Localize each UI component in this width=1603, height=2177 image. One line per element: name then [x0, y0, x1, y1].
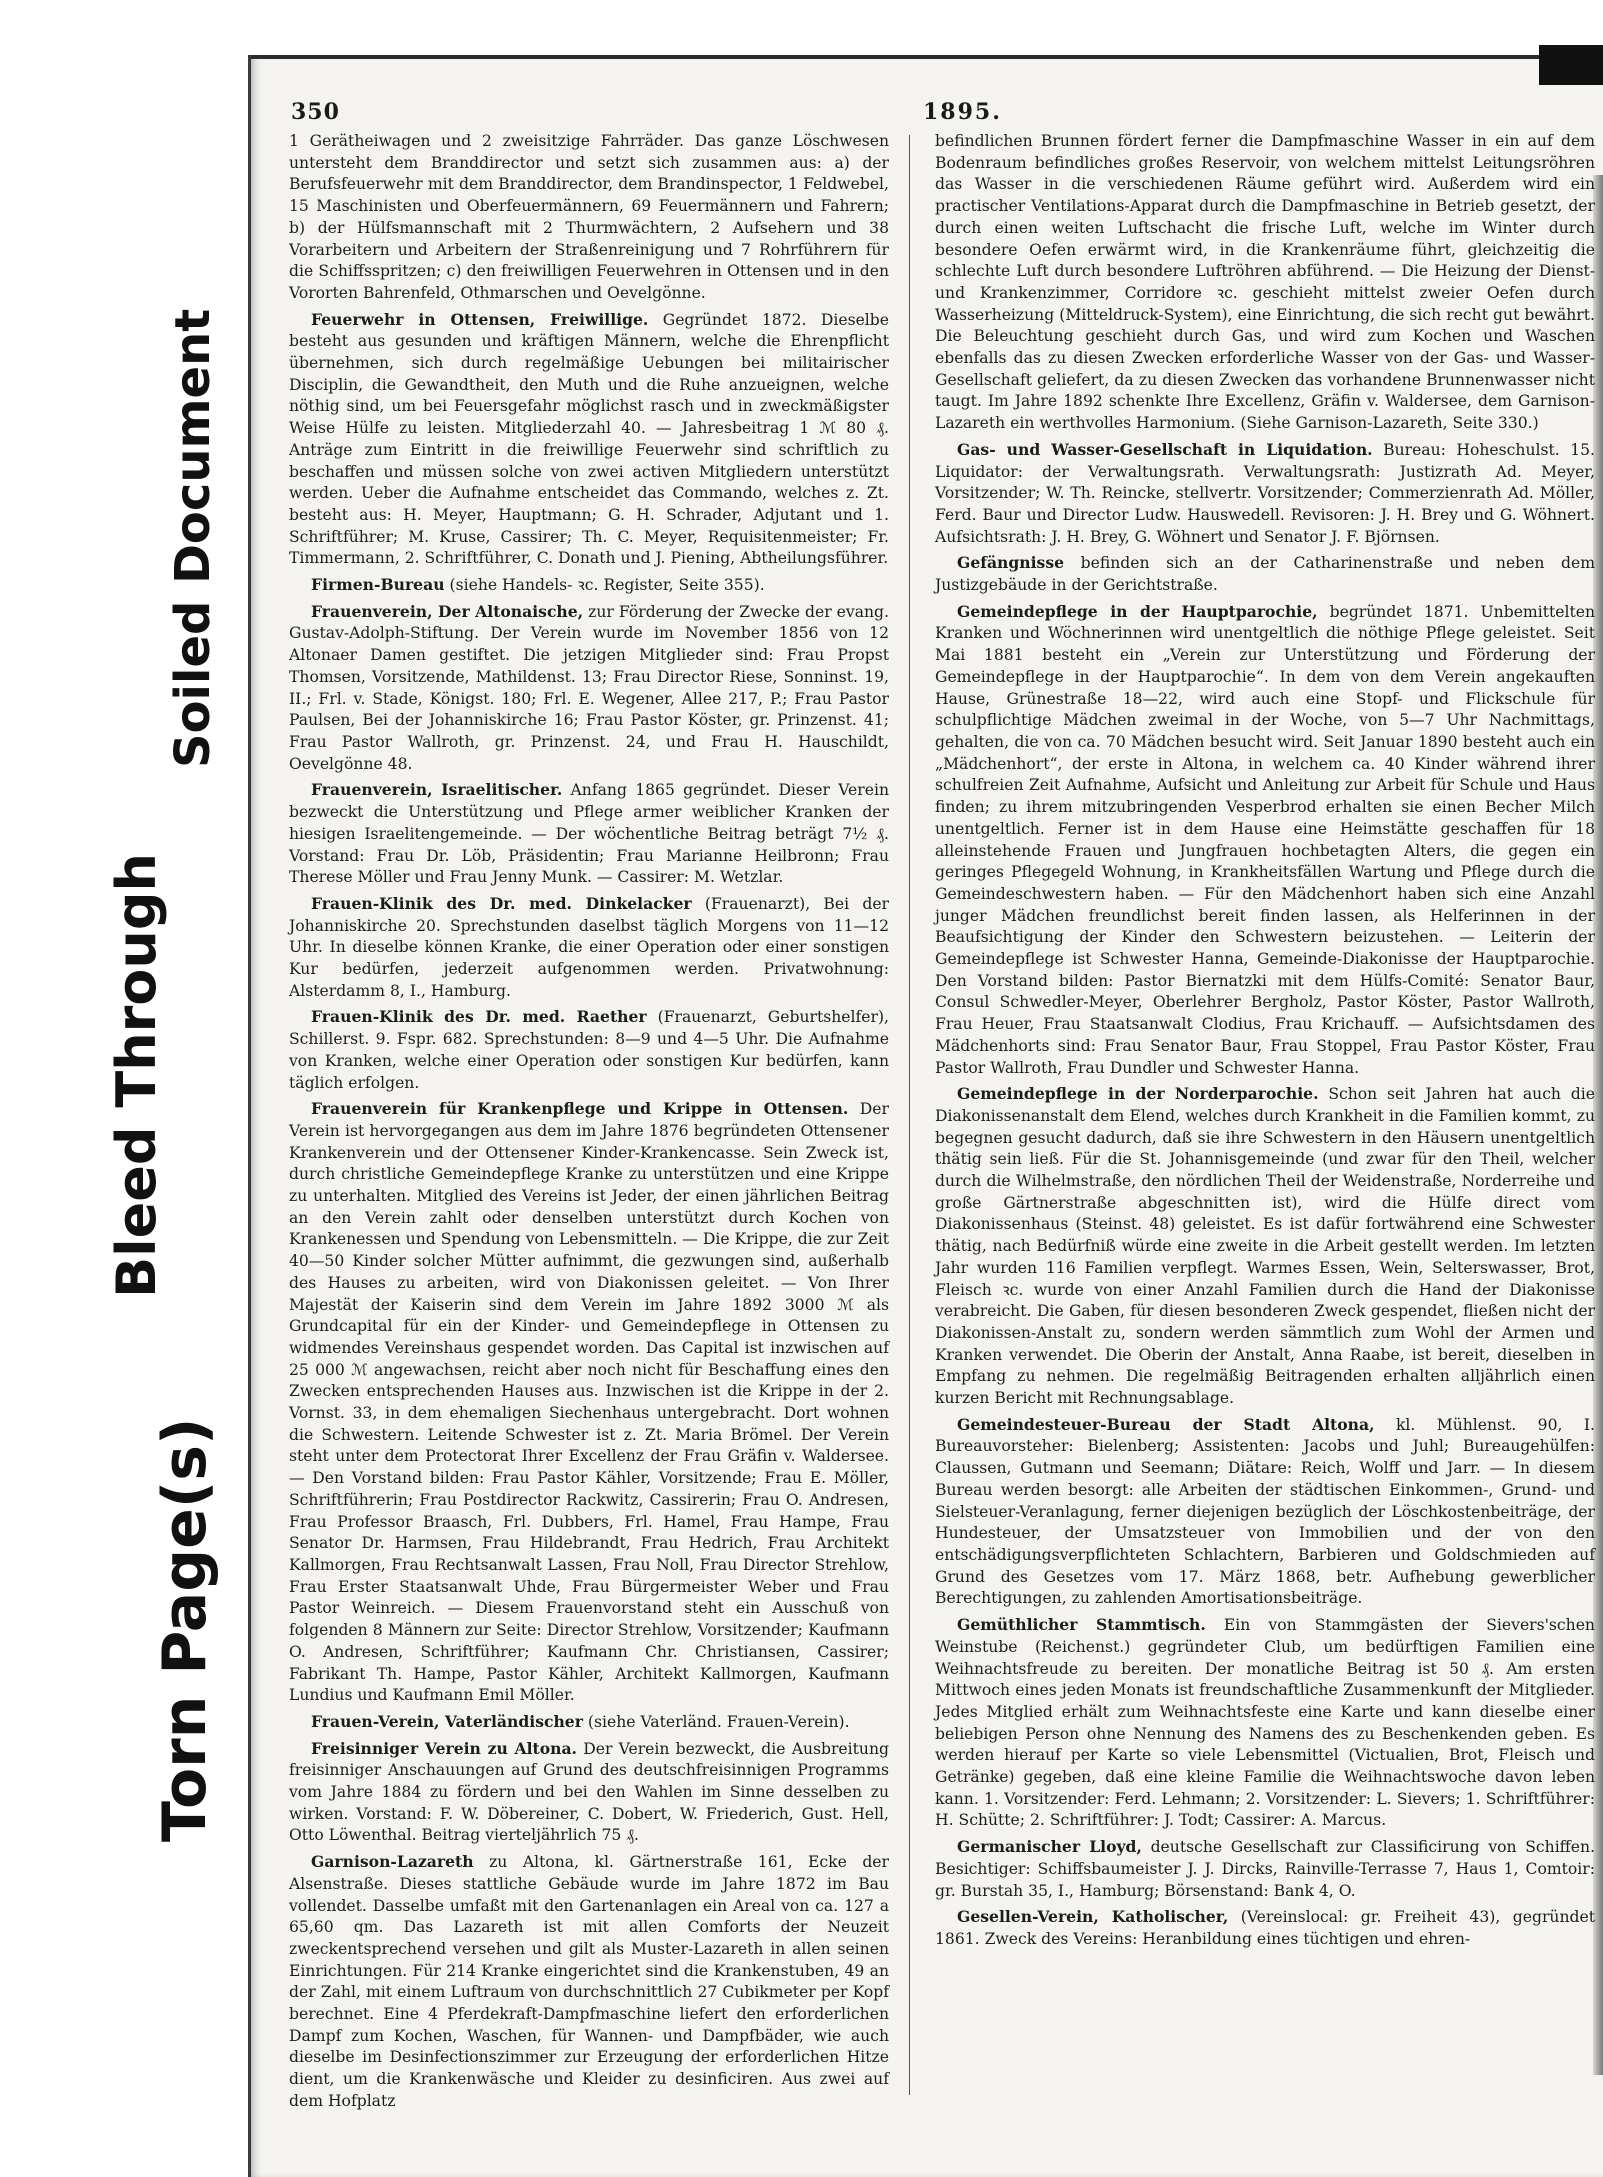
left-column	[289, 131, 890, 2110]
entry	[289, 601, 889, 776]
entry	[289, 574, 889, 597]
entry-text: (Frauenarzt, Geburtshelfer), Schillerst. 9. Fspr. 682. Sprechstunden: 8—9 und 4—5 Uhr. Die Aufnahme von Kranken, welche einer Operation oder sonstigen Kur bedürfen, kann täglich erfolgen.	[289, 1008, 889, 1092]
entry	[289, 779, 889, 889]
entry-heading: Frauenverein, Israelitischer.	[311, 780, 563, 800]
entry-heading: Gefängnisse	[957, 553, 1065, 573]
entry	[289, 1711, 889, 1734]
entry-heading: Frauen-Klinik des Dr. med. Raether	[311, 1007, 647, 1027]
entry	[289, 309, 889, 570]
entry-heading: Freisinniger Verein zu Altona.	[311, 1738, 577, 1758]
entry	[935, 1906, 1595, 1950]
entry-text: deutsche Gesellschaft zur Classificirung von Schiffen. Besichtiger: Schiffsbaumeister J. J. Dircks, Rainville-Terrasse 7, Haus 1, Comtoir: gr. Burstah 35, I., Hamburg; Börsenstand: Bank 4, O.	[935, 1838, 1595, 1900]
bleed-through-label: Bleed Through	[105, 853, 168, 1298]
entry-text: Der Verein ist hervorgegangen aus dem im Jahre 1876 begründeten Ottensener Krankenverein und der Ottensener Kinder-Krankencasse. Sein Zweck ist, durch christliche Gemeindepflege Kranke zu unterstützen und eine Krippe zu unterhalten. Mitglied des Vereins ist Jeder, der einen jährlichen Beitrag an den Verein zahlt oder denselben unterstützt durch Kochen von Krankenessen und Spendung von Lebensmitteln. — Die Krippe, die zur Zeit 40—50 Kinder solcher Mütter aufnimmt, die gezwungen sind, außerhalb des Hauses zu arbeiten, wird von Diakonissen geleitet. — Von Ihrer Majestät der Kaiserin sind dem Verein im Jahre 1892 3000 ℳ als Grundcapital für ein der Kinder- und Gemeindepflege in Ottensen zu widmendes Vereinshaus gespendet worden. Das Capital ist inzwischen auf 25 000 ℳ angewachsen, reicht aber noch nicht für Beschaffung eines den Zwecken entsprechenden Hauses aus. Inzwischen ist die Krippe in der 2. Vornst. 33, in dem ehemaligen Siechenhaus untergebracht. Dort wohnen die Schwestern. Leitende Schwester ist z. Zt. Maria Brömel. Der Verein steht unter dem Protectorat Ihrer Excellenz der Frau Gräfin v. Waldersee. — Den Vorstand bilden: Frau Pastor Kähler, Vorsitzende; Frau E. Möller, Schriftführerin; Frau Postdirector Rackwitz, Cassirerin; Frau O. Andresen, Frau Professor Braasch, Frl. Dubbers, Frl. Hamel, Frau Hampe, Frau Senator Dr. Harmsen, Frau Hildebrandt, Frau Hedrich, Frau Architekt Kallmorgen, Frau Rechtsanwalt Lassen, Frau Noll, Frau Director Strehlow, Frau Erster Staatsanwalt Uhde, Frau Bürgermeister Weber und Frau Pastor Weinreich. — Diesem Frauenvorstand steht ein Ausschuß von folgenden 8 Männern zur Seite: Director Strehlow, Vorsitzender; Kaufmann O. Andresen, Schriftführer; Kaufmann Chr. Christiansen, Cassirer; Fabrikant Th. Hampe, Pastor Kähler, Architekt Kallmorgen, Kaufmann Lundius und Kaufmann Emil Möller.	[289, 1100, 889, 1705]
soiled-document-label: Soiled Document	[165, 308, 221, 768]
entry-text: befinden sich an der Catharinenstraße und neben dem Justizgebäude in der Gerichtstraße.	[935, 554, 1595, 595]
entry	[935, 552, 1595, 596]
entry-heading: Firmen-Bureau	[311, 575, 445, 595]
entry-text: Der Verein bezweckt, die Ausbreitung freisinniger Anschauungen auf Grund des deutschfreisinnigen Programms vom Jahre 1884 zu fördern und bei den Wahlen im Sinne desselben zu wirken. Vorstand: F. W. Döbereiner, C. Dobert, W. Friederich, Gust. Hell, Otto Löwenthal. Beitrag vierteljährlich 75 ₰.	[289, 1739, 889, 1845]
entry	[289, 1851, 889, 2112]
entry-heading: Germanischer Lloyd,	[957, 1837, 1142, 1857]
entry-text: Ein von Stammgästen der Sievers'schen Weinstube (Reichenst.) gegründeter Club, um bedürftigen Familien eine Weihnachtsfreude zu bereiten. Der monatliche Beitrag ist 50 ₰. Am ersten Mittwoch eines jeden Monats ist freundschaftliche Zusammenkunft der Mitglieder. Jedes Mitglied erhält zum Weihnachtsfeste eine Karte und kann dieselbe einer beliebigen Person ohne Nennung des Namens des zu Beschenkenden geben. Es werden hierauf per Karte so viele Lebensmittel (Victualien, Brot, Fleisch und Getränke) gegeben, daß eine kleine Familie die Weihnachtswoche davon leben kann. 1. Vorsitzender: Ferd. Lehmann; 2. Vorsitzender: L. Sievers; 1. Schriftführer: H. Schütte; 2. Schriftführer: J. Todt; Cassirer: A. Marcus.	[935, 1616, 1595, 1830]
entry-text: (siehe Handels- ꝛc. Register, Seite 355).	[449, 576, 765, 595]
page-number: 350	[291, 99, 340, 125]
entry-heading: Frauenverein für Krankenpflege und Krippe in Ottensen.	[311, 1099, 849, 1119]
entry	[935, 1414, 1595, 1610]
entry	[935, 1836, 1595, 1902]
page-year: 1895.	[923, 99, 1002, 125]
entry	[935, 1083, 1595, 1410]
entry	[935, 1614, 1595, 1832]
entry-text: Bureau: Hoheschulst. 15. Liquidator: der Verwaltungsrath. Verwaltungsrath: Justizrath Ad. Meyer, Vorsitzender; W. Th. Reincke, stellvertr. Vorsitzender; Commerzienrath Ad. Möller, Ferd. Baur und Director Ludw. Hauswedell. Revisoren: J. H. Brey und G. Wöhnert. Aufsichtsrath: J. H. Brey, G. Wöhnert und Senator J. F. Björnsen.	[935, 440, 1595, 546]
entry-heading: Gemeindesteuer-Bureau der Stadt Altona,	[957, 1414, 1375, 1434]
entry-heading: Gemüthlicher Stammtisch.	[957, 1615, 1206, 1635]
entry-text: 1 Gerätheiwagen und 2 zweisitzige Fahrräder. Das ganze Löschwesen untersteht dem Branddirector und setzt sich zusammen aus: a) der Berufsfeuerwehr mit dem Branddirector, dem Brandinspector, 1 Feldwebel, 15 Maschinisten und Oberfeuermännern, 69 Feuermännern und Fahrern; b) der Hülfsmannschaft mit 2 Thurmwächtern, 2 Aufsehern und 38 Vorarbeitern und Arbeitern der Straßenreinigung und 7 Rohrführern für die Schiffsspritzen; c) den freiwilligen Feuerwehren in Ottensen und in den Vororten Bahrenfeld, Othmarschen und Oevelgönne.	[289, 132, 889, 302]
entry-heading: Frauenverein, Der Altonaische,	[311, 601, 584, 621]
entry-heading: Gesellen-Verein, Katholischer,	[957, 1907, 1229, 1927]
annotation-strip	[0, 0, 240, 2177]
entry	[935, 131, 1595, 435]
entry	[289, 1098, 889, 1707]
entry	[935, 439, 1595, 549]
entry-heading: Garnison-Lazareth	[311, 1852, 474, 1872]
page-top-edge	[251, 55, 1603, 59]
entry-text: Schon seit Jahren hat auch die Diakonissenanstalt dem Elend, welches durch Krankheit in die Familien kommt, zu begegnen gesucht dadurch, daß sie ihre Schwestern in den Häusern unentgeltlich thätig sein ließ. Für die St. Johannisgemeinde (und zwar für den Theil, welcher durch die Wilhelmstraße, den nördlichen Theil der Weidenstraße, Norderreihe und große Gärtnerstraße abgeschnitten ist), wird die Hülfe direct vom Diakonissenhaus (Steinst. 48) geleistet. Es ist dafür fortwährend eine Schwester thätig, nach Bedürfniß würde eine zweite in die Arbeit gestellt werden. Im letzten Jahr wurden 116 Familien verpflegt. Warmes Essen, Wein, Selterswasser, Brot, Fleisch ꝛc. wurde von einer Anzahl Familien durch die Hand der Diakonisse verabreicht. Die Gaben, für diesen besonderen Zweck gespendet, fließen nicht der Diakonissen-Anstalt zu, sondern werden sämmtlich zum Wohl der Armen und Kranken verwendet. Die Oberin der Anstalt, Anna Raabe, ist bereit, dieselben in Empfang zu nehmen. Die regelmäßig Beitragenden erhalten alljährlich einen kurzen Bericht mit Rechnungsablage.	[935, 1085, 1595, 1408]
torn-pages-label: Torn Page(s)	[150, 1417, 220, 1842]
entry	[289, 1006, 889, 1094]
entry-heading: Gemeindepflege in der Hauptparochie,	[957, 601, 1318, 621]
entry-text: (siehe Vaterländ. Frauen-Verein).	[587, 1712, 850, 1731]
entry	[289, 131, 889, 305]
scanned-page	[248, 55, 1603, 2177]
entry-text: (Frauenarzt), Bei der Johanniskirche 20. Sprechstunden daselbst täglich Morgens von 11—12 Uhr. In dieselbe können Kranke, die einer Operation oder einer sonstigen Kur bedürfen, jederzeit aufgenommen werden. Privatwohnung: Alsterdamm 8, I., Hamburg.	[289, 894, 890, 1000]
entry-heading: Frauen-Klinik des Dr. med. Dinkelacker	[311, 893, 692, 913]
entry-text: zu Altona, kl. Gärtnerstraße 161, Ecke der Alsenstraße. Dieses stattliche Gebäude wurde im Jahre 1872 im Bau vollendet. Dasselbe umfaßt mit den Gartenanlagen ein Areal von ca. 127 a 65,60 qm. Das Lazareth ist mit allen Comforts der Neuzeit zweckentsprechend versehen und gilt als Muster-Lazareth in allen seinen Einrichtungen. Für 214 Kranke eingerichtet sind die Krankenstuben, 49 an der Zahl, mit einem Luftraum von durchschnittlich 27 Cubikmeter per Kopf berechnet. Eine 4 Pferdekraft-Dampfmaschine liefert den erforderlichen Dampf zum Kochen, Waschen, für Wannen- und Dampfbäder, wie auch dieselbe im Desinfectionszimmer zur Erzeugung der erforderlichen Hitze dient, um die Krankenwäsche und Kleider zu desinficiren. Aus zwei auf dem Hofplatz	[289, 1853, 889, 2110]
entry-heading: Gas- und Wasser-Gesellschaft in Liquidation.	[957, 439, 1373, 459]
entry-text: (Vereinslocal: gr. Freiheit 43), gegründet 1861. Zweck des Vereins: Heranbildung eines tüchtigen und ehren-	[935, 1908, 1595, 1948]
entry-heading: Feuerwehr in Ottensen, Freiwillige.	[311, 309, 649, 329]
entry	[935, 601, 1595, 1079]
entry	[289, 1738, 889, 1848]
entry-text: begründet 1871. Unbemittelten Kranken und Wöchnerinnen wird unentgeltlich die nöthige Pflege geleistet. Seit Mai 1881 besteht ein „Verein zur Unterstützung und Förderung der Gemeindepflege in der Hauptparochie“. In dem von dem Verein angekauften Hause, Grünestraße 18—22, wird auch eine Stopf- und Flickschule für schulpflichtige Mädchen zweimal in der Woche, von 5—7 Uhr Nachmittags, gehalten, die von ca. 70 Mädchen besucht wird. Seit Januar 1890 besteht auch ein „Mädchenhort“, der erste in Altona, in welchem ca. 40 Kinder während ihrer schulfreien Zeit Aufnahme, Aufsicht und Anleitung zur Arbeit für Schule und Haus finden; zu ihrem mitzubringenden Vesperbrod erhalten sie einen Becher Milch unentgeltlich. Ferner ist in dem Hause eine Heimstätte geschaffen für 18 alleinstehende Frauen und Jungfrauen hochbetagten Alters, die gegen ein geringes Pflegegeld Wohnung, in Krankheitsfällen Wartung und Pflege durch die Gemeindeschwestern haben. — Für den Mädchenhort haben sich eine Anzahl junger Mädchen freundlichst bereit finden lassen, als Helferinnen in der Beaufsichtigung der Kinder den Schwestern beizustehen. — Leiterin der Gemeindepflege ist Schwester Hanna, Gemeinde-Diakonisse der Hauptparochie. Den Vorstand bilden: Pastor Biernatzki mit dem Hülfs-Comité: Senator Baur, Consul Schwedler-Meyer, Oberlehrer Bergholz, Pastor Köster, Pastor Wallroth, Frau Heuer, Frau Staatsanwalt Clodius, Frau Krichauff. — Aufsichtsdamen des Mädchenhorts sind: Frau Senator Baur, Frau Stoppel, Frau Pastor Köster, Frau Pastor Wallroth, Frau Dundler und Schwester Hanna.	[935, 602, 1595, 1077]
right-column	[935, 131, 1595, 2096]
column-divider	[909, 135, 910, 2095]
entry-text: zur Förderung der Zwecke der evang. Gustav-Adolph-Stiftung. Der Verein wurde im November 1856 von 12 Altonaer Damen gestiftet. Die jetzigen Mitglieder sind: Frau Propst Thomsen, Vorsitzende, Mathildenst. 13; Frau Director Riese, Sonninst. 19, II.; Frl. v. Stade, Königst. 180; Frl. E. Wegener, Allee 217, P.; Frau Pastor Paulsen, Bei der Johanniskirche 16; Frau Pastor Köster, gr. Prinzenst. 41; Frau Pastor Wallroth, gr. Prinzenst. 24, und Frau H. Hauschildt, Oevelgönne 48.	[289, 602, 889, 773]
entry-text: befindlichen Brunnen fördert ferner die Dampfmaschine Wasser in ein auf dem Bodenraum befindliches großes Reservoir, von welchem mittelst Leitungsröhren das Wasser in die verschiedenen Räume geführt wird. Außerdem wird ein practischer Ventilations-Apparat durch die Dampfmaschine in Betrieb gesetzt, der durch einen weiten Luftschacht die frische Luft, welche im Winter durch besondere Oefen erwärmt wird, in die Krankenräume führt, gleichzeitig die schlechte Luft durch besondere Luftröhren abführend. — Die Heizung der Dienst- und Krankenzimmer, Corridore ꝛc. geschieht mittelst zweier Oefen durch Wasserheizung (Mitteldruck-System), eine Einrichtung, die sich recht gut bewährt. Die Beleuchtung geschieht durch Gas, und wird zum Kochen und Waschen ebenfalls das zu diesen Zwecken erforderliche Wasser von der Gas- und Wasser-Gesellschaft geliefert, da zu diesen Zwecken das vorhandene Brunnenwasser nicht taugt. Im Jahre 1892 schenkte Ihre Excellenz, Gräfin v. Waldersee, dem Garnison-Lazareth ein werthvolles Harmonium. (Siehe Garnison-Lazareth, Seite 330.)	[935, 132, 1595, 433]
entry-text: Anfang 1865 gegründet. Dieser Verein bezweckt die Unterstützung und Pflege armer weiblicher Kranken der hiesigen Israelitengemeinde. — Der wöchentliche Beitrag beträgt 7½ ₰. Vorstand: Frau Dr. Löb, Präsidentin; Frau Marianne Heilbronn; Frau Therese Möller und Frau Jenny Munk. — Cassirer: M. Wetzlar.	[289, 781, 889, 887]
entry-heading: Frauen-Verein, Vaterländischer	[311, 1711, 583, 1731]
entry	[289, 893, 889, 1003]
scan-corner-shadow	[1539, 45, 1603, 85]
entry-text: Gegründet 1872. Dieselbe besteht aus gesunden und kräftigen Männern, welche die Ehrenpflicht übernehmen, sich durch regelmäßige Uebungen bei militairischer Disciplin, die Gewandtheit, den Muth und die Ruhe anzueignen, welche nöthig sind, um bei Feuersgefahr möglichst rasch und in zweckmäßigster Weise Hülfe zu leisten. Mitgliederzahl 40. — Jahresbeitrag 1 ℳ 80 ₰. Anträge zum Eintritt in die freiwillige Feuerwehr sind schriftlich zu beschaffen und müssen solche von zwei activen Mitgliedern unterstützt werden. Ueber die Aufnahme entscheidet das Commando, welches z. Zt. besteht aus: H. Meyer, Hauptmann; G. H. Schrader, Adjutant und 1. Schriftführer; M. Kruse, Cassirer; Th. C. Meyer, Requisitenmeister; Fr. Timmermann, 2. Schriftführer, C. Donath und J. Piening, Abtheilungsführer.	[289, 310, 889, 568]
entry-heading: Gemeindepflege in der Norderparochie.	[957, 1084, 1319, 1104]
entry-text: kl. Mühlenst. 90, I. Bureauvorsteher: Bielenberg; Assistenten: Jacobs und Juhl; Bureaugehülfen: Claussen, Gutmann und Seemann; Diätare: Reich, Wolff und Jarr. — In diesem Bureau werden besorgt: alle Arbeiten der städtischen Einkommen-, Grund- und Sielsteuer-Veranlagung, ferner diejenigen bezüglich der Löschkostenbeiträge, der Hundesteuer, der Umsatzsteuer von Immobilien und der von den entschädigungsverpflichteten Schlachtern, Barbieren und Goldschmieden auf Grund des Gesetzes vom 17. März 1868, betr. Aufhebung gewerblicher Berechtigungen, zu zahlenden Amortisationsbeiträge.	[935, 1415, 1595, 1608]
